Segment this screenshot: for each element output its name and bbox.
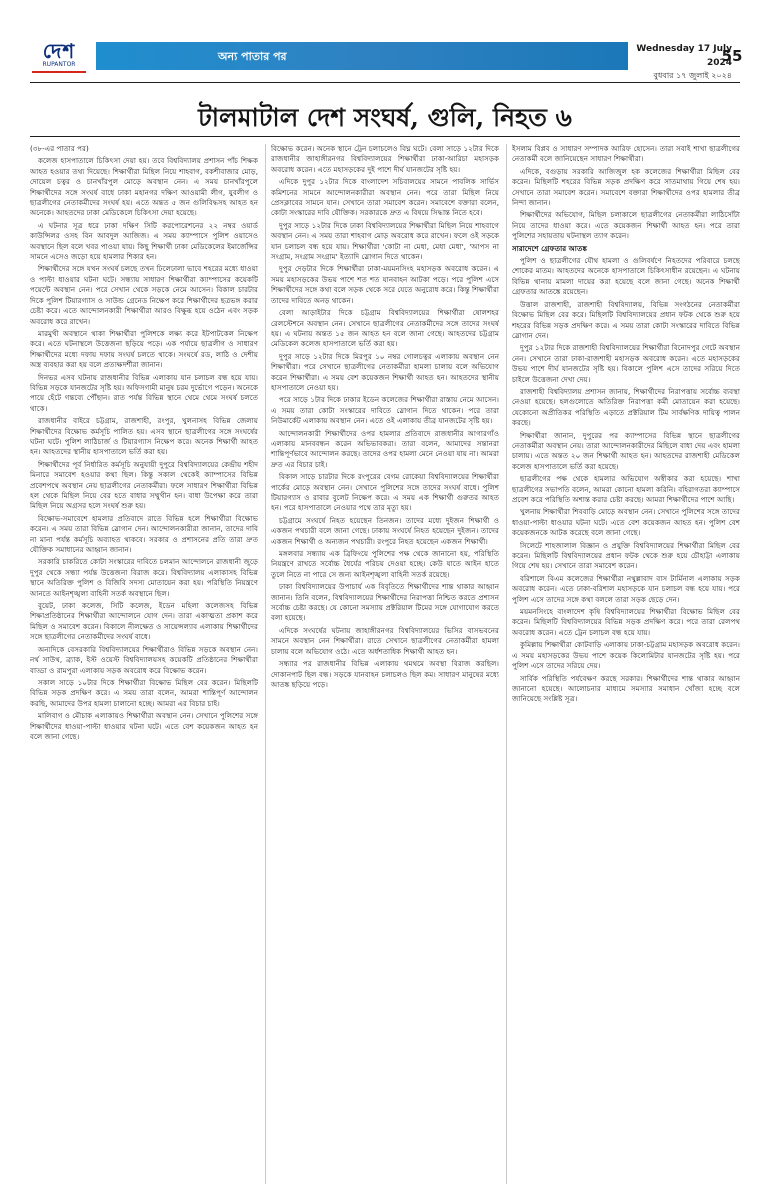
article-paragraph: বেলা আড়াইটার দিকে চট্টগ্রাম বিশ্ববিদ্যালয়ের শিক্ষার্থীরা ষোলশহর রেলস্টেশনে অবস্থান নেন। সেখানে ছাত্রলীগের নেতাকর্মীদের সঙ্গে তাদের সংঘর্ষ হয়। এ ঘটনায় অন্তত ১৫ জন আহত হন বলে জানা গেছে। আহতদের চট্টগ্রাম মেডিকেল কলেজ হাসপাতালে ভর্তি করা হয়। [271,308,499,349]
article-paragraph: মারমুখী অবস্থানে থাকা শিক্ষার্থীরা পুলিশকে লক্ষ্য করে ইটপাটকেল নিক্ষেপ করে। এতে ঘটনাস্থলে উত্তেজনা ছড়িয়ে পড়ে। এক পর্যায়ে ছাত্রলীগ ও সাধারণ শিক্ষার্থীদের মধ্যে দফায় দফায় সংঘর্ষ চলতে থাকে। সংঘর্ষে রড, লাঠি ও দেশীয় অস্ত্র ব্যবহার করা হয় বলে প্রত্যক্ষদর্শীরা জানান। [30,328,258,370]
newspaper-logo[interactable] [30,37,88,77]
article-paragraph: বিক্ষোভ করেন। অনেক স্থানে ট্রেন চলাচলেও বিঘ্ন ঘটে। বেলা সাড়ে ১২টার দিকে রাজধানীর জাহাঙ্গীরনগর বিশ্ববিদ্যালয়ের শিক্ষার্থীরা ঢাকা-আরিচা মহাসড়ক অবরোধ করেন। এতে মহাসড়কের দুই পাশে দীর্ঘ যানজটের সৃষ্টি হয়। [271,144,499,174]
header-divider [30,82,740,83]
article-paragraph: পুলিশ ও ছাত্রলীগের যৌথ হামলা ও গুলিবর্ষণে নিহতদের পরিবারে চলছে শোকের মাতম। আহতদের অনেকে হাসপাতালে চিকিৎসাধীন রয়েছেন। এ ঘটনায় বিভিন্ন থানায় মামলা দায়ের করা হয়েছে বলে জানা গেছে। অনেক শিক্ষার্থী গ্রেফতার আতঙ্কে রয়েছেন। [512,256,740,297]
article-paragraph: চট্টগ্রামে সংঘর্ষে নিহত হয়েছেন তিনজন। তাদের মধ্যে দুইজন শিক্ষার্থী ও একজন পথচারী বলে জানা গেছে। ঢাকায় সংঘর্ষে নিহত হয়েছেন দুইজন। তাদের একজন শিক্ষার্থী ও অন্যজন পথচারী। রংপুরে নিহত হয়েছেন একজন শিক্ষার্থী। [271,515,499,546]
article-paragraph: এদিকে, বগুড়ায় সরকারি আজিজুল হক কলেজের শিক্ষার্থীরা মিছিল বের করেন। মিছিলটি শহরের বিভিন্ন সড়ক প্রদক্ষিণ করে সাতমাথায় গিয়ে শেষ হয়। সেখানে তারা সমাবেশ করেন। সমাবেশে বক্তারা শিক্ষার্থীদের ওপর হামলার তীব্র নিন্দা জানান। [512,166,740,208]
article-paragraph: সিলেটে শাহজালাল বিজ্ঞান ও প্রযুক্তি বিশ্ববিদ্যালয়ের শিক্ষার্থীরা মিছিল বের করেন। মিছিলটি বিশ্ববিদ্যালয়ের প্রধান ফটক থেকে শুরু হয়ে চৌহাট্টা এলাকায় গিয়ে শেষ হয়। সেখানে তারা সমাবেশ করেন। [512,540,740,571]
article-paragraph: এদিকে দুপুর ১২টার দিকে বাংলাদেশ সচিবালয়ের সামনে পাবলিক সার্ভিস কমিশনের সামনে আন্দোলনকারীরা অবস্থান নেন। পরে তারা মিছিল নিয়ে প্রেসক্লাবের সামনে যান। সেখানে তারা সমাবেশ করেন। সমাবেশে বক্তারা বলেন, কোটা সংস্কারের দাবি যৌক্তিক। সরকারকে দ্রুত এ বিষয়ে সিদ্ধান্ত নিতে হবে। [271,177,499,218]
article-column-2 [271,144,499,1184]
article-paragraph: ইসলাম বিপ্লব ও সাধারণ সম্পাদক আরিফ হোসেন। তারা সবাই শাখা ছাত্রলীগের নেতাকর্মী বলে জানিয়েছেন সাধারণ শিক্ষার্থীরা। [512,144,740,164]
article-paragraph: দুপুর সাড়ে ১২টার দিকে ঢাকা বিশ্ববিদ্যালয়ের শিক্ষার্থীরা মিছিল নিয়ে শাহবাগে অবস্থান নেন। এ সময় তারা শাহবাগ মোড় অবরোধ করে রাখেন। ফলে ওই সড়কে যান চলাচল বন্ধ হয়ে যায়। শিক্ষার্থীরা 'কোটা না মেধা, মেধা মেধা', 'আপস না সংগ্রাম, সংগ্রাম সংগ্রাম' ইত্যাদি স্লোগান দিতে থাকেন। [271,220,499,262]
page-number: 55 [721,47,743,65]
article-paragraph: বিক্ষোভ-সমাবেশে হামলার প্রতিবাদে রাতে বিভিন্ন হলে শিক্ষার্থীরা বিক্ষোভ করেন। এ সময় তারা বিভিন্ন স্লোগান দেন। আন্দোলনকারীরা জানান, তাদের দাবি না মানা পর্যন্ত কর্মসূচি অব্যাহত থাকবে। সরকার ও প্রশাসনের প্রতি তারা দ্রুত যৌক্তিক সমাধানের আহ্বান জানান। [30,513,258,555]
article-paragraph: পরে সাড়ে ১টার দিকে ঢাকার ইডেন কলেজের শিক্ষার্থীরা রাস্তায় নেমে আসেন। এ সময় তারা কোটা সংস্কারের দাবিতে স্লোগান দিতে থাকেন। পরে তারা নিউমার্কেট এলাকায় অবস্থান নেন। এতে ওই এলাকায় তীব্র যানজটের সৃষ্টি হয়। [271,395,499,426]
article-paragraph: মালিবাগ ও মৌচাক এলাকায়ও শিক্ষার্থীরা অবস্থান নেন। সেখানে পুলিশের সঙ্গে শিক্ষার্থীদের ধাওয়া-পাল্টা ধাওয়ার ঘটনা ঘটে। এতে বেশ কয়েকজন আহত হন বলে জানা গেছে। [30,711,258,741]
section-subheading: সারাদেশে গ্রেফতার আতঙ্ক [512,243,587,253]
article-paragraph: ছাত্রলীগের পক্ষ থেকে হামলার অভিযোগ অস্বীকার করা হয়েছে। শাখা ছাত্রলীগের সভাপতি বলেন, আমরা কোনো হামলা করিনি। বহিরাগতরা ক্যাম্পাসে প্রবেশ করে পরিস্থিতি অশান্ত করার চেষ্টা করছে। আমরা শিক্ষার্থীদের পাশে আছি। [512,474,740,504]
date-bangla: বুধবার ১৭ জুলাই ২০২৪ [653,71,732,80]
article-paragraph: শিক্ষার্থীরা জানান, দুপুরের পর ক্যাম্পাসের বিভিন্ন স্থানে ছাত্রলীগের নেতাকর্মীরা অবস্থান নেয়। তারা আন্দোলনকারীদের মিছিলে বাধা দেয় এবং হামলা চালায়। এতে অন্তত ২০ জন শিক্ষার্থী আহত হন। আহতদের রাজশাহী মেডিকেল কলেজ হাসপাতালে ভর্তি করা হয়েছে। [512,430,740,471]
article-paragraph: বরিশালে বিএম কলেজের শিক্ষার্থীরা নথুল্লাবাদ বাস টার্মিনাল এলাকায় সড়ক অবরোধ করেন। এতে ঢাকা-বরিশাল মহাসড়কে যান চলাচল বন্ধ হয়ে যায়। পরে পুলিশ এসে তাদের সঙ্গে কথা বললে তারা সড়ক ছেড়ে দেন। [512,573,740,604]
article-paragraph: দুপুর ১২টার দিকে রাজশাহী বিশ্ববিদ্যালয়ের শিক্ষার্থীরা বিনোদপুর গেটে অবস্থান নেন। সেখানে তারা ঢাকা-রাজশাহী মহাসড়ক অবরোধ করেন। এতে মহাসড়কের উভয় পাশে দীর্ঘ যানজটের সৃষ্টি হয়। বিকালে পুলিশ এসে তাদের সরিয়ে দিতে চাইলে উত্তেজনা দেখা দেয়। [512,343,740,384]
article-paragraph: বিকাল সাড়ে চারটার দিকে রংপুরের বেগম রোকেয়া বিশ্ববিদ্যালয়ের শিক্ষার্থীরা পার্কের মোড়ে অবস্থান নেন। সেখানে পুলিশের সঙ্গে তাদের সংঘর্ষ বাধে। পুলিশ টিয়ারগ্যাস ও রাবার বুলেট নিক্ষেপ করে। এ সময় এক শিক্ষার্থী গুরুতর আহত হন। পরে হাসপাতালে নেওয়ার পথে তার মৃত্যু হয়। [271,472,499,513]
article-paragraph: (৩৮-এর পাতার পর) [30,144,89,153]
article-paragraph: এ ঘটনার সূত্র ধরে ঢাকা দক্ষিণ সিটি করপোরেশনের ২২ নম্বর ওয়ার্ড কাউন্সিলর ওসহ বিন আবদুল আজিজ। এ সময় ক্যাম্পাসে পুলিশ ওয়াসেও অবস্থানে ছিল বলে খবর পাওয়া যায়। কিছু শিক্ষার্থী ঢাকা মেডিকেলের ইমার্জেন্সির সামনে এসেও জড়ো হয়ে হামলার শিকার হন। [30,220,258,262]
article-paragraph: শিক্ষার্থীদের পূর্ব নির্ধারিত কর্মসূচি অনুযায়ী দুপুরে বিশ্ববিদ্যালয়ের কেন্দ্রীয় শহীদ মিনারে সমাবেশ হওয়ার কথা ছিল। কিন্তু সকাল থেকেই ক্যাম্পাসের বিভিন্ন প্রবেশপথে অবস্থান নেয় ছাত্রলীগের নেতাকর্মীরা। ফলে সাধারণ শিক্ষার্থীরা বিভিন্ন হল থেকে মিছিল নিয়ে বের হতে বাধার সম্মুখীন হন। বাধা উপেক্ষা করে তারা মিছিল নিয়ে অগ্রসর হলে সংঘর্ষ শুরু হয়। [30,459,258,511]
article-paragraph: রাজধানীর বাইরে চট্টগ্রাম, রাজশাহী, রংপুর, খুলনাসহ বিভিন্ন জেলায় শিক্ষার্থীদের বিক্ষোভ কর্মসূচি পালিত হয়। এসব স্থানে ছাত্রলীগের সঙ্গে সংঘর্ষের ঘটনা ঘটে। পুলিশ লাঠিচার্জ ও টিয়ারগ্যাস নিক্ষেপ করে। অনেক শিক্ষার্থী আহত হন। আহতদের স্থানীয় হাসপাতালে ভর্তি করা হয়। [30,416,258,457]
date-english: Wednesday 17 July 2024 [636,44,732,68]
article-paragraph: আন্দোলনকারী শিক্ষার্থীদের ওপর হামলার প্রতিবাদে রাজধানীর আগারগাঁও এলাকায় মানববন্ধন করেন অভিভাবকরা। তারা বলেন, আমাদের সন্তানরা শান্তিপূর্ণভাবে আন্দোলন করছে। তাদের ওপর হামলা মেনে নেওয়া যায় না। আমরা দ্রুত এর বিচার চাই। [271,428,499,469]
article-paragraph: দিনভর এসব ঘটনায় রাজধানীর বিভিন্ন এলাকায় যান চলাচল বন্ধ হয়ে যায়। বিভিন্ন সড়কে যানজটের সৃষ্টি হয়। অফিসগামী মানুষ চরম দুর্ভোগে পড়েন। অনেকে পায়ে হেঁটে গন্তব্যে পৌঁছান। রাত পর্যন্ত বিভিন্ন স্থানে থেমে থেমে সংঘর্ষ চলতে থাকে। [30,372,258,413]
article-headline: টালমাটাল দেশ সংঘর্ষ, গুলি, নিহত ৬ [198,103,572,132]
article-paragraph: ময়মনসিংহে বাংলাদেশ কৃষি বিশ্ববিদ্যালয়ের শিক্ষার্থীরা বিক্ষোভ মিছিল বের করেন। মিছিলটি বিশ্ববিদ্যালয়ের বিভিন্ন সড়ক প্রদক্ষিণ করে। পরে তারা রেলপথ অবরোধ করেন। এতে ট্রেন চলাচল বন্ধ হয়ে যায়। [512,607,740,637]
article-paragraph: শিক্ষার্থীদের সঙ্গে যখন সংঘর্ষ চলছে তখন ঢিলেঢালা ভাবে শহরের মধ্যে ধাওয়া ও পাল্টা ধাওয়ার ঘটনা ঘটে। সন্ধ্যায় সাধারণ শিক্ষার্থীরা ক্যাম্পাসের কয়েকটি পয়েন্টে অবস্থান নেন। পরে সেখান থেকে সড়কে নেমে আসেন। বিকাল চারটার দিকে পুলিশ টিয়ারগ্যাস ও সাউন্ড গ্রেনেড নিক্ষেপ করে শিক্ষার্থীদের ছত্রভঙ্গ করার চেষ্টা করে। এতে আন্দোলনকারী শিক্ষার্থীরা আরও বিক্ষুব্ধ হয়ে ওঠেন এবং সড়ক অবরোধ করে রাখেন। [30,264,258,326]
article-paragraph: দুপুর দেড়টার দিকে শিক্ষার্থীরা ঢাকা-ময়মনসিংহ মহাসড়ক অবরোধ করেন। এ সময় মহাসড়কের উভয় পাশে শত শত যানবাহন আটকা পড়ে। পরে পুলিশ এসে শিক্ষার্থীদের সঙ্গে কথা বলে সড়ক থেকে সরে যেতে অনুরোধ করে। কিন্তু শিক্ষার্থীরা তাদের দাবিতে অনড় থাকেন। [271,264,499,305]
section-band [96,42,628,70]
article-paragraph: মঙ্গলবার সন্ধ্যায় এক ব্রিফিংয়ে পুলিশের পক্ষ থেকে জানানো হয়, পরিস্থিতি নিয়ন্ত্রণে রাখতে সর্বোচ্চ ধৈর্যের পরিচয় দেওয়া হচ্ছে। কেউ যাতে আইন হাতে তুলে নিতে না পারে সে জন্য আইনশৃঙ্খলা বাহিনী সতর্ক রয়েছে। [271,549,499,579]
section-title: অন্য পাতার পর [218,50,287,63]
logo-sub: RUPANTOR [42,61,76,68]
article-paragraph: এদিকে সংঘর্ষের ঘটনায় জাহাঙ্গীরনগর বিশ্ববিদ্যালয়ের ভিসির বাসভবনের সামনে অবস্থান নেন শিক্ষার্থীরা। রাতে সেখানে ছাত্রলীগের নেতাকর্মীরা হামলা চালায় বলে অভিযোগ ওঠে। এতে অর্ধশতাধিক শিক্ষার্থী আহত হন। [271,625,499,656]
article-paragraph: ঢাকা বিশ্ববিদ্যালয়ের উপাচার্য এক বিবৃতিতে শিক্ষার্থীদের শান্ত থাকার আহ্বান জানান। তিনি বলেন, বিশ্ববিদ্যালয়ের শিক্ষার্থীদের নিরাপত্তা নিশ্চিত করতে প্রশাসন সর্বোচ্চ চেষ্টা করছে। যে কোনো সমস্যায় প্রক্টরিয়াল টিমের সঙ্গে যোগাযোগ করতে বলা হয়েছে। [271,582,499,623]
article-paragraph: সন্ধ্যার পর রাজধানীর বিভিন্ন এলাকায় থমথমে অবস্থা বিরাজ করছিল। দোকানপাট ছিল বন্ধ। সড়কে যানবাহন চলাচলও ছিল কম। সাধারণ মানুষের মধ্যে আতঙ্ক ছড়িয়ে পড়ে। [271,659,499,689]
article-paragraph: রাজশাহী বিশ্ববিদ্যালয় প্রশাসন জানায়, শিক্ষার্থীদের নিরাপত্তায় সর্বোচ্চ ব্যবস্থা নেওয়া হয়েছে। হলগুলোতে অতিরিক্ত নিরাপত্তা কর্মী মোতায়েন করা হয়েছে। যেকোনো অপ্রীতিকর পরিস্থিতি এড়াতে প্রক্টরিয়াল টিম সার্বক্ষণিক দায়িত্ব পালন করছে। [512,386,740,428]
logo-underline [32,71,86,73]
article-paragraph: উত্তাল রাজশাহী, রাজশাহী বিশ্ববিদ্যালয়, বিভিন্ন সংগঠনের নেতাকর্মীরা বিক্ষোভ মিছিল বের করে। মিছিলটি বিশ্ববিদ্যালয়ের প্রধান ফটক থেকে শুরু হয়ে শহরের বিভিন্ন সড়ক প্রদক্ষিণ করে। এ সময় তারা কোটা সংস্কারের দাবিতে বিভিন্ন স্লোগান দেন। [512,299,740,340]
article-paragraph: বুয়েট, ঢাকা কলেজ, সিটি কলেজ, ইডেন মহিলা কলেজসহ বিভিন্ন শিক্ষাপ্রতিষ্ঠানের শিক্ষার্থীরা আন্দোলনে যোগ দেন। তারা একাত্মতা প্রকাশ করে মিছিল ও সমাবেশ করেন। বিকালে নীলক্ষেত ও সায়েন্সল্যাব এলাকায় শিক্ষার্থীদের সঙ্গে ছাত্রলীগের নেতাকর্মীদের সংঘর্ষ বাধে। [30,601,258,642]
article-paragraph: কলেজ হাসপাতালে চিকিৎসা দেয়া হয়। তবে বিশ্ববিদ্যালয় প্রশাসন পাঁচ শিক্ষক আহত হওয়ার তথ্য দিয়েছে। শিক্ষার্থীরা মিছিল নিয়ে শাহবাগ, বকশীবাজার মোড়, দোয়েল চত্বর ও চানখাঁরপুল মোড়ে অবস্থান নেন। এ সময় চানখাঁরপুলে শিক্ষার্থীদের সঙ্গে সংঘর্ষ বাধে ঢাকা মহানগর দক্ষিণ আওয়ামী লীগ, যুবলীগ ও ছাত্রলীগের নেতাকর্মীদের সংঘর্ষ হয়। এতে অন্তত ৫ জন গুলিবিদ্ধসহ আহত হন অনেকে। আহতদের ঢাকা মেডিকেলে চিকিৎসা দেয়া হয়েছে। [30,156,258,218]
article-paragraph: অন্যদিকে বেসরকারি বিশ্ববিদ্যালয়ের শিক্ষার্থীরাও বিভিন্ন সড়কে অবস্থান নেন। নর্থ সাউথ, ব্র্যাক, ইস্ট ওয়েস্ট বিশ্ববিদ্যালয়সহ কয়েকটি প্রতিষ্ঠানের শিক্ষার্থীরা বাড্ডা ও রামপুরা এলাকায় সড়ক অবরোধ করে বিক্ষোভ করেন। [30,644,258,675]
article-paragraph: খুলনায় শিক্ষার্থীরা শিববাড়ি মোড়ে অবস্থান নেন। সেখানে পুলিশের সঙ্গে তাদের ধাওয়া-পাল্টা ধাওয়ার ঘটনা ঘটে। এতে বেশ কয়েকজন আহত হন। পুলিশ বেশ কয়েকজনকে আটক করেছে বলে জানা গেছে। [512,507,740,538]
article-paragraph: সার্বিক পরিস্থিতি পর্যবেক্ষণ করছে সরকার। শিক্ষার্থীদের শান্ত থাকার আহ্বান জানানো হয়েছে। আলোচনার মাধ্যমে সমস্যার সমাধান খোঁজা হচ্ছে বলে জানিয়েছে সংশ্লিষ্ট সূত্র। [512,673,740,704]
article-paragraph: কুমিল্লায় শিক্ষার্থীরা কোটবাড়ি এলাকায় ঢাকা-চট্টগ্রাম মহাসড়ক অবরোধ করেন। এ সময় মহাসড়কের উভয় পাশে কয়েক কিলোমিটার যানজটের সৃষ্টি হয়। পরে পুলিশ এসে তাদের সরিয়ে দেয়। [512,640,740,671]
column-divider [506,144,507,1184]
column-divider [265,144,266,1184]
article-paragraph: সকাল সাড়ে ১০টার দিকে শিক্ষার্থীরা বিক্ষোভ মিছিল বের করেন। মিছিলটি বিভিন্ন সড়ক প্রদক্ষিণ করে। এ সময় তারা বলেন, আমরা শান্তিপূর্ণ আন্দোলন করছি, আমাদের উপর হামলা চালানো হচ্ছে। আমরা এর বিচার চাই। [30,677,258,708]
headline-divider [30,136,740,137]
article-column-3 [512,144,740,1184]
logo-text: দেশ [42,39,76,63]
masthead [0,0,770,90]
article-column-1 [30,144,258,1184]
article-paragraph: সরকারি চাকরিতে কোটা সংস্কারের দাবিতে চলমান আন্দোলনে রাজধানী জুড়ে দুপুর থেকে সন্ধ্যা পর্যন্ত উত্তেজনা বিরাজ করে। বিশ্ববিদ্যালয় এলাকাসহ বিভিন্ন স্থানে অতিরিক্ত পুলিশ ও বিজিবি সদস্য মোতায়েন করা হয়। পরিস্থিতি নিয়ন্ত্রণে আনতে আইনশৃঙ্খলা বাহিনী সতর্ক অবস্থানে ছিল। [30,557,258,598]
article-paragraph: শিক্ষার্থীদের অভিযোগ, মিছিল চলাকালে ছাত্রলীগের নেতাকর্মীরা লাঠিসোঁটা নিয়ে তাদের ধাওয়া করে। এতে কয়েকজন শিক্ষার্থী আহত হন। পরে তারা পুলিশের সহায়তায় ঘটনাস্থল ত্যাগ করেন। [512,210,740,241]
article-paragraph: দুপুর সাড়ে ১২টার দিকে মিরপুর ১০ নম্বর গোলচত্বর এলাকায় অবস্থান নেন শিক্ষার্থীরা। পরে সেখানে ছাত্রলীগের নেতাকর্মীরা হামলা চালায় বলে অভিযোগ করেন শিক্ষার্থীরা। এ সময় বেশ কয়েকজন শিক্ষার্থী আহত হন। আহতদের স্থানীয় হাসপাতালে নেওয়া হয়। [271,351,499,392]
